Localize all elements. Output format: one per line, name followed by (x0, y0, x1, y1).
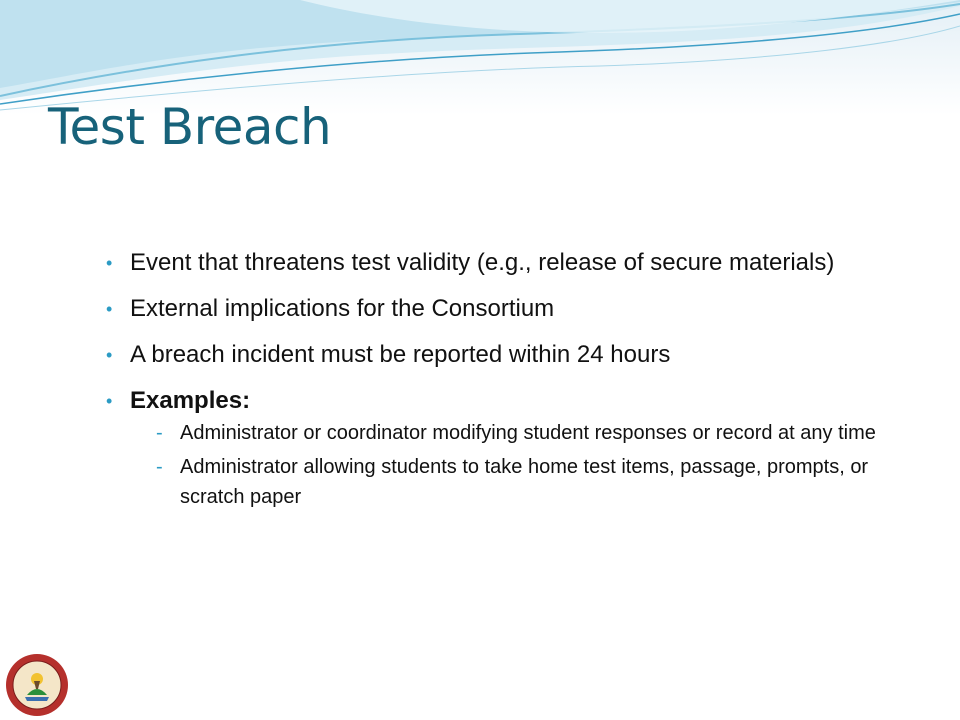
example-item: - Administrator or coordinator modifying student responses or record at any time (156, 418, 936, 448)
bullet-item (106, 292, 936, 326)
bullet-item (106, 246, 936, 280)
bullet-item (106, 338, 936, 372)
bullet-text: A breach incident must be reported within 24 hours (130, 341, 671, 368)
example-item: - Administrator allowing students to take home test items, passage, prompts, or scratch paper (156, 452, 936, 512)
bullet-text: Event that threatens test validity (e.g., release of secure materials) (130, 249, 835, 276)
slide-title: Test Breach (48, 98, 332, 156)
bullet-text: External implications for the Consortium (130, 295, 555, 322)
examples-sublist (156, 418, 936, 512)
bullet-list (106, 246, 936, 516)
examples-heading: Examples: (130, 387, 251, 414)
department-of-education-seal-logo (5, 653, 69, 717)
bullet-item-examples (106, 384, 936, 512)
